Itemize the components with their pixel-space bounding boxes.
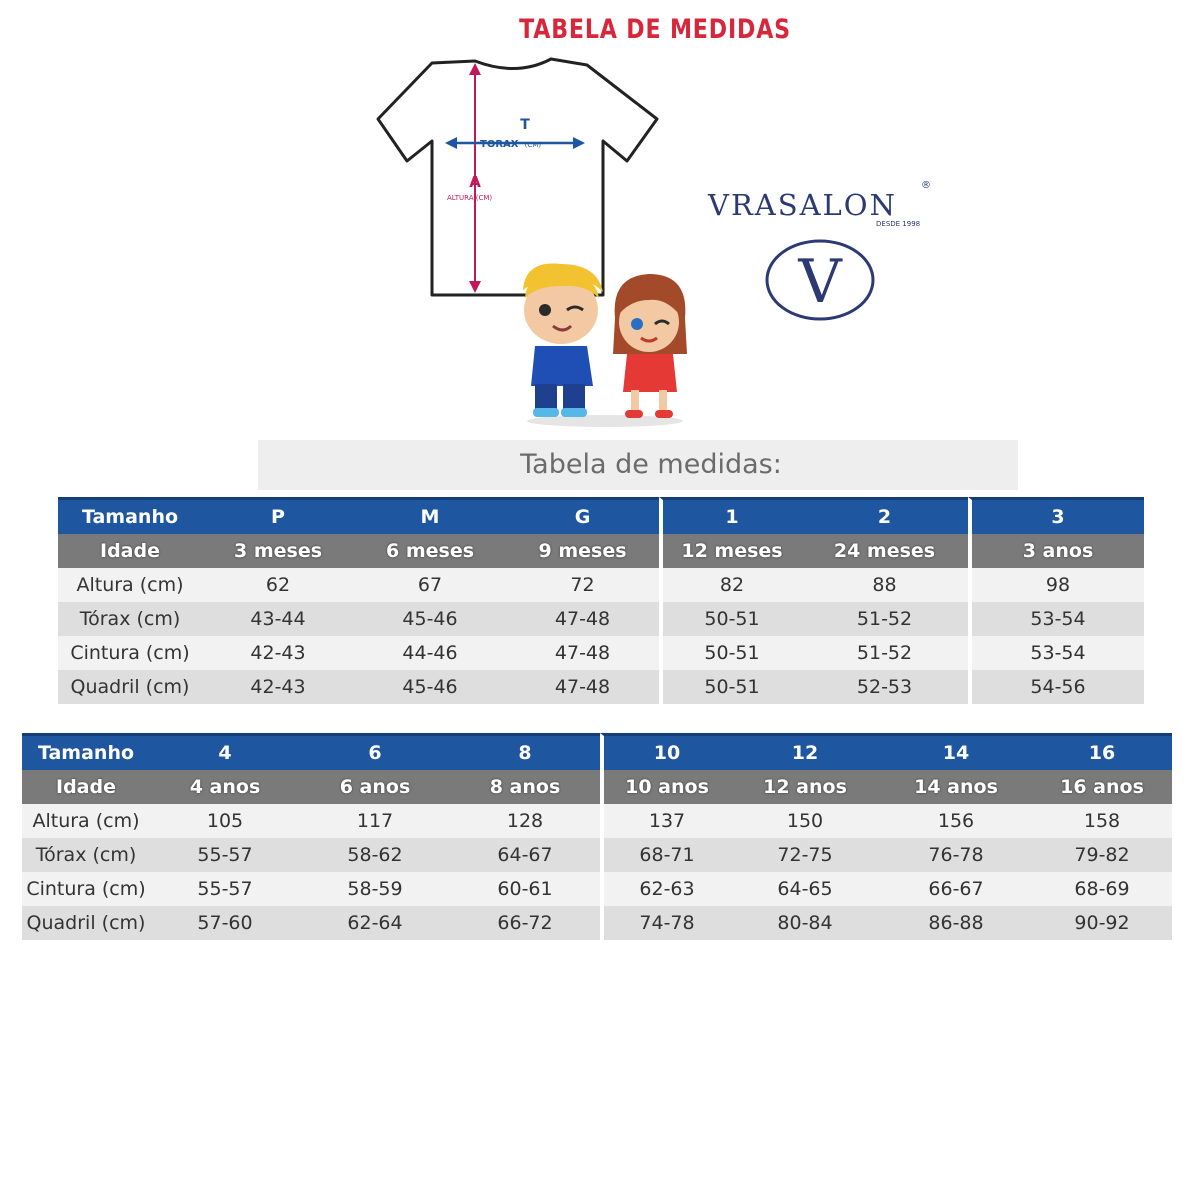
size-cell: P <box>202 497 354 534</box>
brand-logo <box>764 238 876 322</box>
age-cell: 12 meses <box>659 534 801 568</box>
age-cell: 16 anos <box>1032 770 1172 804</box>
table-row <box>22 906 1172 940</box>
age-cell: 10 anos <box>600 770 730 804</box>
brand-tagline: DESDE 1998 <box>876 220 921 228</box>
brand-registered-mark: ® <box>921 180 931 191</box>
value-cell: 137 <box>600 804 730 838</box>
value-cell: 43-44 <box>202 602 354 636</box>
row-label: Quadril (cm) <box>22 906 150 940</box>
size-cell: 4 <box>150 733 300 770</box>
size-row <box>22 733 1172 770</box>
value-cell: 128 <box>450 804 600 838</box>
value-cell: 60-61 <box>450 872 600 906</box>
row-label: Tórax (cm) <box>22 838 150 872</box>
size-cell: 2 <box>801 497 968 534</box>
row-label: Quadril (cm) <box>58 670 202 704</box>
chest-unit: (CM) <box>524 141 542 149</box>
value-cell: 117 <box>300 804 450 838</box>
age-row-label: Idade <box>58 534 202 568</box>
size-cell: 6 <box>300 733 450 770</box>
row-label: Altura (cm) <box>22 804 150 838</box>
svg-text:TORAX (CM) <box>480 139 541 150</box>
value-cell: 67 <box>354 568 506 602</box>
value-cell: 50-51 <box>659 636 801 670</box>
value-cell: 58-59 <box>300 872 450 906</box>
value-cell: 53-54 <box>968 636 1144 670</box>
size-cell: M <box>354 497 506 534</box>
value-cell: 51-52 <box>801 636 968 670</box>
value-cell: 55-57 <box>150 872 300 906</box>
age-cell: 9 meses <box>506 534 659 568</box>
age-row-label: Idade <box>22 770 150 804</box>
value-cell: 58-62 <box>300 838 450 872</box>
value-cell: 66-72 <box>450 906 600 940</box>
table-row <box>22 872 1172 906</box>
table-row <box>58 636 1144 670</box>
value-cell: 50-51 <box>659 602 801 636</box>
age-cell: 3 meses <box>202 534 354 568</box>
size-row-label: Tamanho <box>58 497 202 534</box>
value-cell: 68-69 <box>1032 872 1172 906</box>
age-cell: 3 anos <box>968 534 1144 568</box>
value-cell: 66-67 <box>880 872 1032 906</box>
age-cell: 8 anos <box>450 770 600 804</box>
value-cell: 88 <box>801 568 968 602</box>
table-row <box>58 602 1144 636</box>
size-cell: 10 <box>600 733 730 770</box>
size-cell: 8 <box>450 733 600 770</box>
value-cell: 55-57 <box>150 838 300 872</box>
table-row <box>22 838 1172 872</box>
value-cell: 105 <box>150 804 300 838</box>
value-cell: 45-46 <box>354 602 506 636</box>
row-label: Cintura (cm) <box>58 636 202 670</box>
value-cell: 53-54 <box>968 602 1144 636</box>
kids-illustration <box>505 258 705 428</box>
value-cell: 62-64 <box>300 906 450 940</box>
value-cell: 64-67 <box>450 838 600 872</box>
brand-name: VRASALON <box>708 188 897 222</box>
value-cell: 62-63 <box>600 872 730 906</box>
age-cell: 12 anos <box>730 770 880 804</box>
row-label: Tórax (cm) <box>58 602 202 636</box>
age-cell: 24 meses <box>801 534 968 568</box>
table-row <box>58 670 1144 704</box>
size-cell: 3 <box>968 497 1144 534</box>
chest-letter: T <box>520 117 530 133</box>
value-cell: 72-75 <box>730 838 880 872</box>
value-cell: 74-78 <box>600 906 730 940</box>
value-cell: 79-82 <box>1032 838 1172 872</box>
row-label: Altura (cm) <box>58 568 202 602</box>
size-table-kids <box>22 733 1172 940</box>
value-cell: 47-48 <box>506 670 659 704</box>
value-cell: 150 <box>730 804 880 838</box>
brand-monogram: V <box>798 247 842 317</box>
size-cell: 16 <box>1032 733 1172 770</box>
value-cell: 52-53 <box>801 670 968 704</box>
value-cell: 156 <box>880 804 1032 838</box>
value-cell: 158 <box>1032 804 1172 838</box>
value-cell: 68-71 <box>600 838 730 872</box>
page-title: TABELA DE MEDIDAS <box>519 14 791 45</box>
value-cell: 98 <box>968 568 1144 602</box>
value-cell: 76-78 <box>880 838 1032 872</box>
value-cell: 82 <box>659 568 801 602</box>
value-cell: 90-92 <box>1032 906 1172 940</box>
value-cell: 44-46 <box>354 636 506 670</box>
value-cell: 47-48 <box>506 636 659 670</box>
value-cell: 47-48 <box>506 602 659 636</box>
value-cell: 42-43 <box>202 636 354 670</box>
age-row <box>22 770 1172 804</box>
size-row-label: Tamanho <box>22 733 150 770</box>
value-cell: 51-52 <box>801 602 968 636</box>
age-cell: 6 anos <box>300 770 450 804</box>
value-cell: 86-88 <box>880 906 1032 940</box>
value-cell: 42-43 <box>202 670 354 704</box>
value-cell: 62 <box>202 568 354 602</box>
value-cell: 50-51 <box>659 670 801 704</box>
value-cell: 64-65 <box>730 872 880 906</box>
size-cell: 14 <box>880 733 1032 770</box>
age-cell: 4 anos <box>150 770 300 804</box>
value-cell: 45-46 <box>354 670 506 704</box>
value-cell: 72 <box>506 568 659 602</box>
table-subtitle: Tabela de medidas: <box>520 449 782 480</box>
age-cell: 6 meses <box>354 534 506 568</box>
size-table-babies <box>58 497 1144 704</box>
table-row <box>58 568 1144 602</box>
table-row <box>22 804 1172 838</box>
height-label: ALTURA (CM) <box>447 194 493 202</box>
value-cell: 80-84 <box>730 906 880 940</box>
value-cell: 57-60 <box>150 906 300 940</box>
value-cell: 54-56 <box>968 670 1144 704</box>
size-row <box>58 497 1144 534</box>
row-label: Cintura (cm) <box>22 872 150 906</box>
age-cell: 14 anos <box>880 770 1032 804</box>
height-letter: A <box>469 173 481 191</box>
age-row <box>58 534 1144 568</box>
size-cell: 12 <box>730 733 880 770</box>
chest-label: TORAX <box>480 139 519 150</box>
size-cell: G <box>506 497 659 534</box>
size-cell: 1 <box>659 497 801 534</box>
